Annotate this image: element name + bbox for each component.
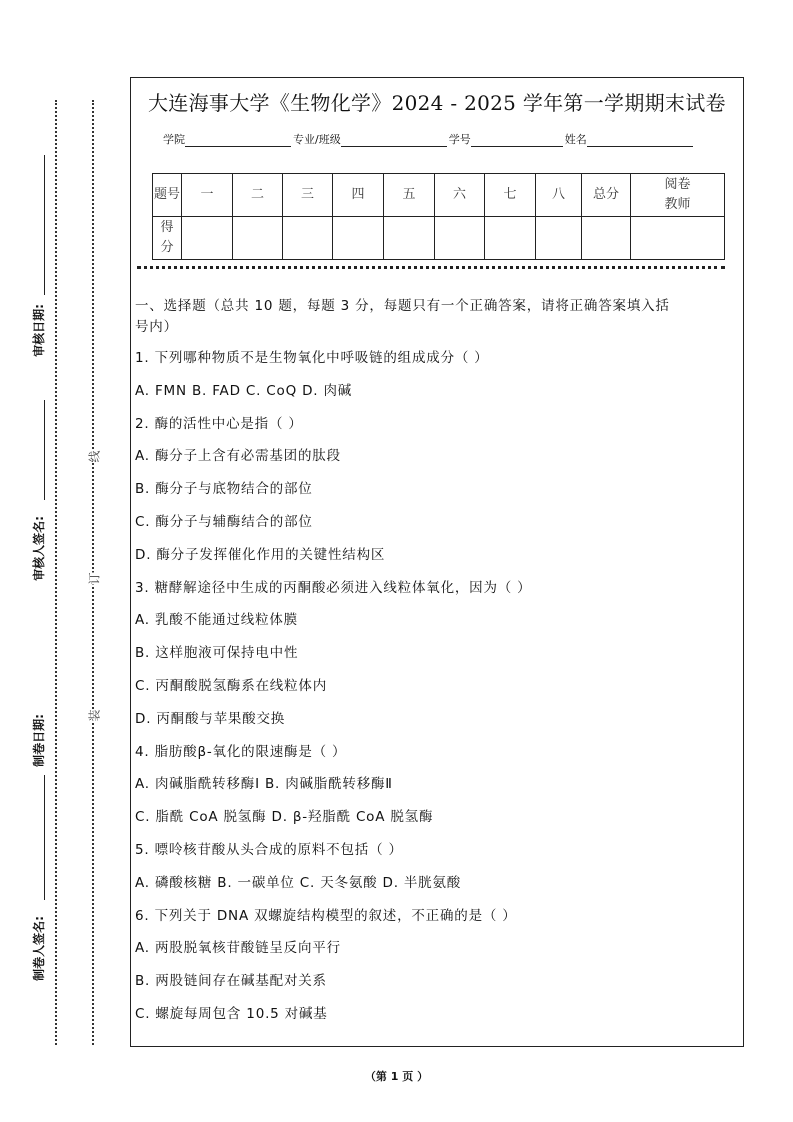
side-char-xian: 线 bbox=[87, 450, 102, 463]
score-cell[interactable] bbox=[182, 217, 233, 260]
reviewer-signature-blank bbox=[44, 400, 45, 500]
side-char-zhuang: 装 bbox=[87, 709, 102, 722]
prepare-date-blank bbox=[44, 775, 45, 900]
answer-option: A. 肉碱脂酰转移酶Ⅰ B. 肉碱脂酰转移酶Ⅱ bbox=[135, 776, 393, 793]
review-date-label: 审核日期: bbox=[31, 304, 46, 357]
score-table-score-row bbox=[153, 217, 725, 260]
major-class-field[interactable] bbox=[341, 132, 447, 147]
answer-option: A. 酶分子上含有必需基团的肽段 bbox=[135, 448, 341, 465]
score-cell[interactable] bbox=[333, 217, 384, 260]
answer-option: C. 脂酰 CoA 脱氢酶 D. β-羟脂酰 CoA 脱氢酶 bbox=[135, 809, 434, 826]
student-info-fields bbox=[163, 131, 695, 147]
col-4: 四 bbox=[333, 174, 384, 217]
student-id-field[interactable] bbox=[471, 132, 563, 147]
score-cell[interactable] bbox=[536, 217, 582, 260]
score-cell[interactable] bbox=[582, 217, 631, 260]
answer-option: C. 丙酮酸脱氢酶系在线粒体内 bbox=[135, 678, 328, 694]
col-7: 七 bbox=[485, 174, 536, 217]
question-stem: 4. 脂肪酸β-氧化的限速酶是（ ） bbox=[135, 743, 347, 760]
answer-option: B. 这样胞液可保持电中性 bbox=[135, 645, 299, 662]
answer-option: C. 酶分子与辅酶结合的部位 bbox=[135, 514, 313, 530]
col-3: 三 bbox=[283, 174, 333, 217]
exam-title: 大连海事大学《生物化学》2024 - 2025 学年第一学期期末试卷 bbox=[148, 91, 726, 115]
header-divider bbox=[137, 266, 725, 269]
row-label-score: 得分 bbox=[153, 217, 182, 260]
answer-option: A. 乳酸不能通过线粒体膜 bbox=[135, 612, 298, 629]
question-stem: 2. 酶的活性中心是指（ ） bbox=[135, 415, 303, 432]
answer-option: A. 磷酸核糖 B. 一碳单位 C. 天冬氨酸 D. 半胱氨酸 bbox=[135, 874, 462, 891]
name-field[interactable] bbox=[587, 132, 693, 147]
answer-option: B. 酶分子与底物结合的部位 bbox=[135, 481, 313, 498]
score-cell[interactable] bbox=[384, 217, 435, 260]
question-stem: 5. 嘌呤核苷酸从头合成的原料不包括（ ） bbox=[135, 842, 403, 858]
binding-dotted-line-outer bbox=[55, 100, 57, 1045]
col-1: 一 bbox=[182, 174, 233, 217]
col-5: 五 bbox=[384, 174, 435, 217]
row-label-question-no: 题号 bbox=[153, 174, 182, 217]
reviewer-signature-label: 审核人签名: bbox=[31, 516, 46, 581]
col-grader: 阅卷教师 bbox=[631, 174, 725, 217]
score-cell[interactable] bbox=[485, 217, 536, 260]
answer-option: D. 酶分子发挥催化作用的关键性结构区 bbox=[135, 546, 386, 563]
col-8: 八 bbox=[536, 174, 582, 217]
section-heading-line1: 一、选择题（总共 10 题，每题 3 分，每题只有一个正确答案，请将正确答案填入括 bbox=[135, 298, 670, 314]
score-cell[interactable] bbox=[233, 217, 283, 260]
field-label-student-id: 学号 bbox=[448, 133, 471, 146]
field-label-major-class: 专业/班级 bbox=[293, 133, 341, 146]
review-date-blank bbox=[44, 155, 45, 295]
page-number: （第 1 页 ） bbox=[364, 1070, 429, 1083]
answer-option: B. 两股链间存在碱基配对关系 bbox=[135, 973, 327, 990]
field-label-name: 姓名 bbox=[564, 133, 587, 146]
col-total: 总分 bbox=[582, 174, 631, 217]
prepare-date-label: 制卷日期: bbox=[31, 714, 46, 767]
score-cell[interactable] bbox=[631, 217, 725, 260]
side-char-ding: 订 bbox=[87, 572, 102, 585]
preparer-signature-label: 制卷人签名: bbox=[31, 916, 46, 981]
score-cell[interactable] bbox=[435, 217, 485, 260]
col-6: 六 bbox=[435, 174, 485, 217]
answer-option: D. 丙酮酸与苹果酸交换 bbox=[135, 710, 286, 727]
answer-option: C. 螺旋每周包含 10.5 对碱基 bbox=[135, 1006, 328, 1022]
score-cell[interactable] bbox=[283, 217, 333, 260]
question-stem: 1. 下列哪种物质不是生物氧化中呼吸链的组成成分（ ） bbox=[135, 350, 489, 366]
score-table-header-row bbox=[153, 174, 725, 217]
score-table bbox=[152, 173, 725, 260]
field-label-college: 学院 bbox=[163, 133, 185, 146]
college-field[interactable] bbox=[185, 132, 291, 147]
question-stem: 3. 糖酵解途径中生成的丙酮酸必须进入线粒体氧化，因为（ ） bbox=[135, 579, 532, 596]
question-stem: 6. 下列关于 DNA 双螺旋结构模型的叙述，不正确的是（ ） bbox=[135, 907, 517, 924]
col-2: 二 bbox=[233, 174, 283, 217]
answer-option: A. FMN B. FAD C. CoQ D. 肉碱 bbox=[135, 382, 353, 399]
section-heading-line2: 号内） bbox=[135, 319, 178, 335]
answer-option: A. 两股脱氧核苷酸链呈反向平行 bbox=[135, 940, 341, 957]
